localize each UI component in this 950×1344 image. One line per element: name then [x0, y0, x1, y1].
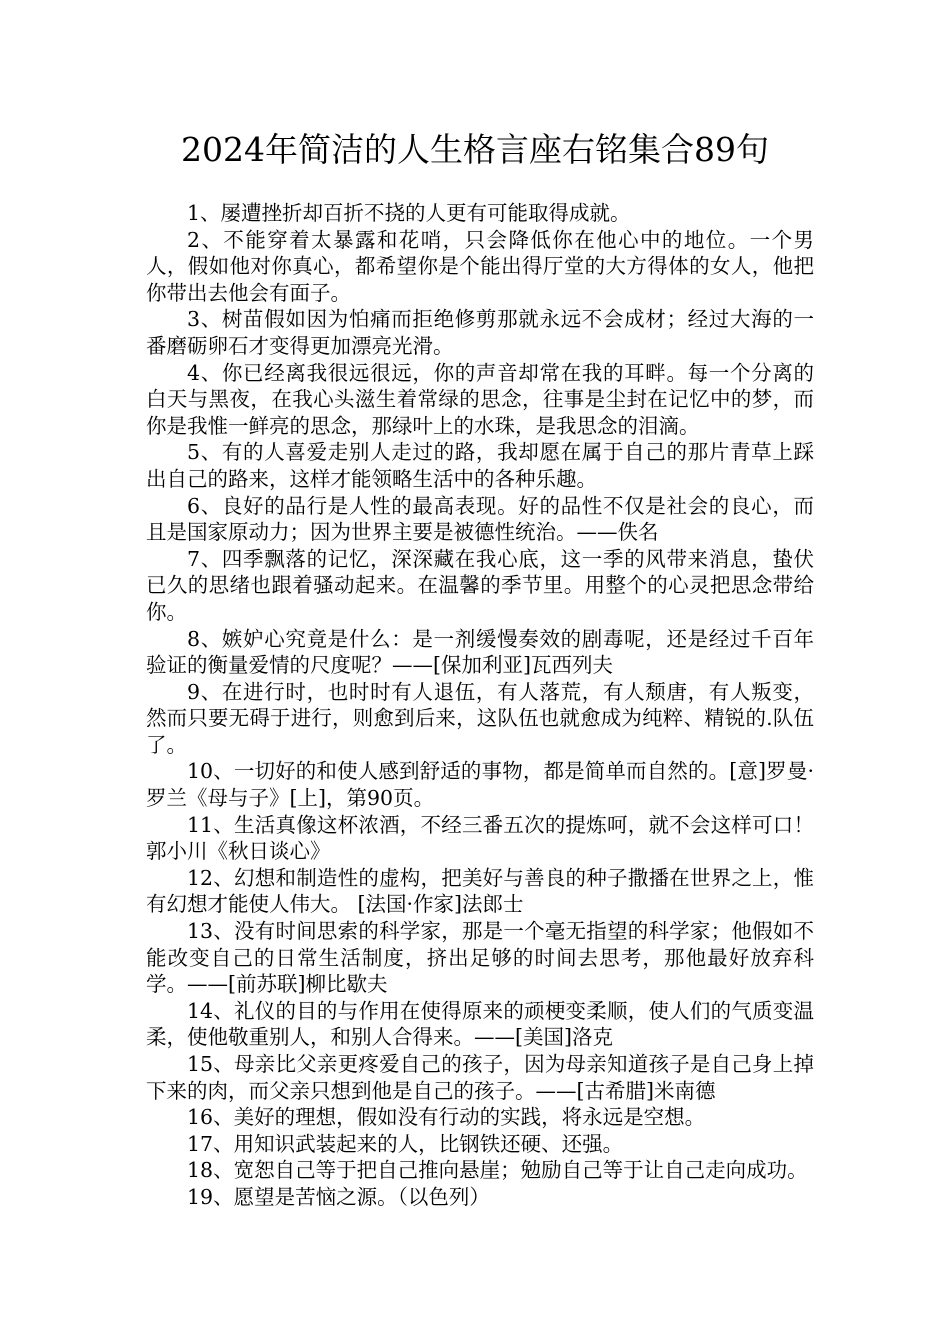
quote-paragraph: 18、宽恕自己等于把自己推向悬崖；勉励自己等于让自己走向成功。 [187, 1158, 808, 1183]
quote-paragraph: 14、礼仪的目的与作用在使得原来的顽梗变柔顺，使人们的气质变温柔，使他敬重别人，和别人合得来。——[美国]洛克 [146, 998, 814, 1050]
quote-paragraph: 10、一切好的和使人感到舒适的事物，都是简单而自然的。[意]罗曼·罗兰《母与子》[上]，第90页。 [146, 759, 814, 811]
quote-paragraph: 9、在进行时，也时时有人退伍，有人落荒，有人颓唐，有人叛变，然而只要无碍于进行，则愈到后来，这队伍也就愈成为纯粹、精锐的.队伍了。 [146, 679, 814, 757]
quote-paragraph: 17、用知识武装起来的人，比钢铁还硬、还强。 [187, 1131, 624, 1156]
quote-paragraph: 2、不能穿着太暴露和花哨，只会降低你在他心中的地位。一个男人，假如他对你真心，都希望你是个能出得厅堂的大方得体的女人，他把你带出去他会有面子。 [146, 227, 814, 305]
quote-paragraph: 15、母亲比父亲更疼爱自己的孩子，因为母亲知道孩子是自己身上掉下来的肉，而父亲只想到他是自己的孩子。——[古希腊]米南德 [146, 1052, 814, 1103]
quote-paragraph: 5、有的人喜爱走别人走过的路，我却愿在属于自己的那片青草上踩出自己的路来，这样才能领略生活中的各种乐趣。 [146, 440, 814, 491]
quote-paragraph: 13、没有时间思索的科学家，那是一个毫无指望的科学家；他假如不能改变自己的日常生活制度，挤出足够的时间去思考，那他最好放弃科学。——[前苏联]柳比歇夫 [146, 919, 814, 997]
quote-paragraph: 19、愿望是苦恼之源。（以色列） [187, 1184, 490, 1209]
document-body [146, 200, 814, 1211]
quote-paragraph: 8、嫉妒心究竟是什么：是一剂缓慢奏效的剧毒呢，还是经过千百年验证的衡量爱情的尺度呢？——[保加利亚]瓦西列夫 [146, 626, 814, 678]
quote-paragraph: 1、屡遭挫折却百折不挠的人更有可能取得成就。 [187, 201, 631, 225]
quote-paragraph: 7、四季飘落的记忆，深深藏在我心底，这一季的风带来消息，蛰伏已久的思绪也跟着骚动起来。在温馨的季节里。用整个的心灵把思念带给你。 [146, 546, 814, 624]
quote-paragraph: 16、美好的理想，假如没有行动的实践，将永远是空想。 [187, 1105, 706, 1130]
quote-paragraph: 12、幻想和制造性的虚构，把美好与善良的种子撒播在世界之上，惟有幻想才能使人伟大。 [法国·作家]法郎士 [146, 865, 814, 917]
quote-paragraph: 3、树苗假如因为怕痛而拒绝修剪那就永远不会成材；经过大海的一番磨砺卵石才变得更加漂亮光滑。 [146, 307, 814, 358]
quote-paragraph: 6、良好的品行是人性的最高表现。好的品性不仅是社会的良心，而且是国家原动力；因为世界主要是被德性统治。——佚名 [146, 493, 814, 545]
quote-paragraph: 11、生活真像这杯浓酒，不经三番五次的提炼呵，就不会这样可口！郭小川《秋日谈心》 [146, 812, 814, 864]
page-title: 2024年简洁的人生格言座右铭集合89句 [181, 130, 769, 169]
quote-paragraph: 4、你已经离我很远很远，你的声音却常在我的耳畔。每一个分离的白天与黑夜，在我心头滋生着常绿的思念，往事是尘封在记忆中的梦，而你是我惟一鲜亮的思念，那绿叶上的水珠，是我思念的泪滴。 [146, 360, 814, 438]
